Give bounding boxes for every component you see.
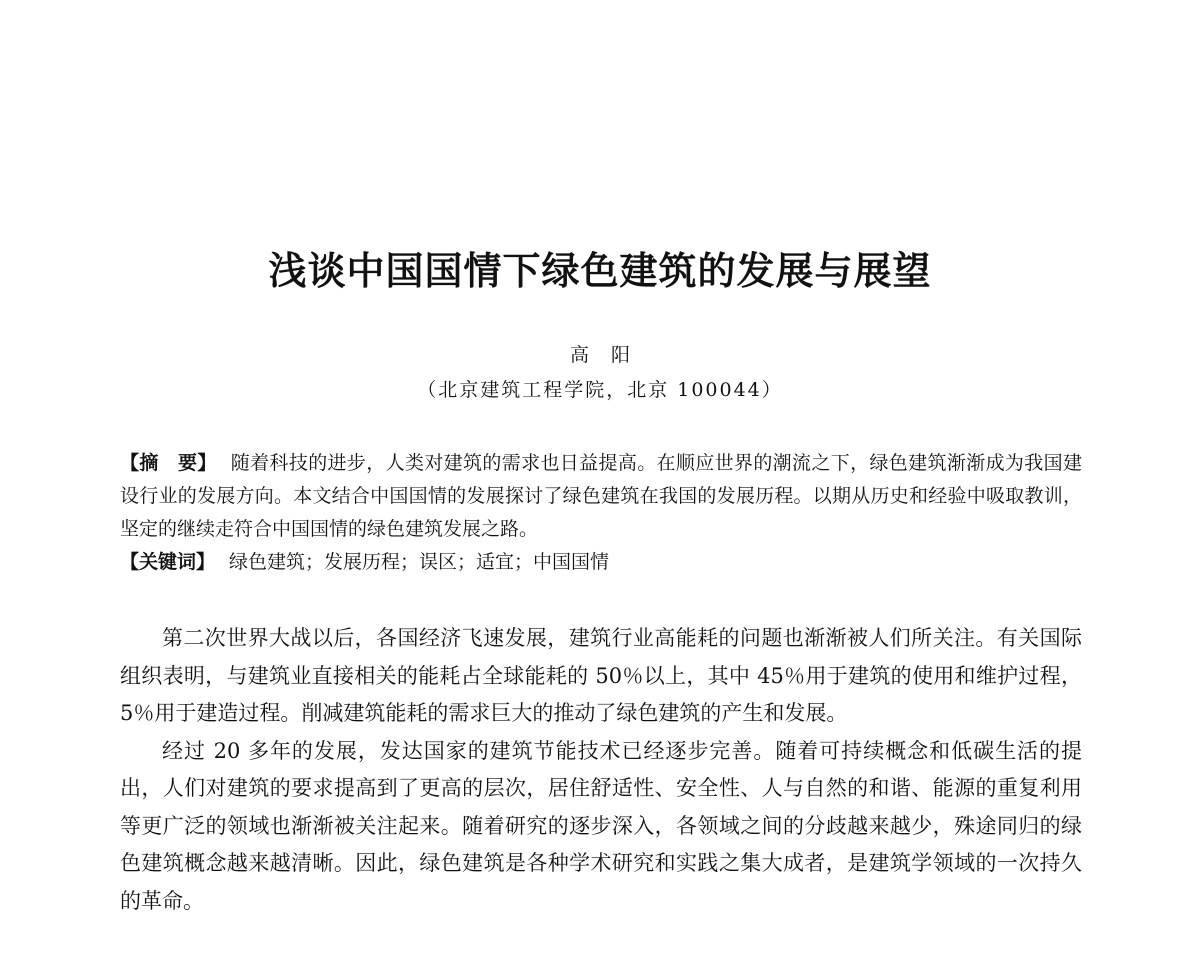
abstract-paragraph	[120, 447, 1082, 546]
abstract-text: 随着科技的进步，人类对建筑的需求也日益提高。在顺应世界的潮流之下，绿色建筑渐渐成为我国建设行业的发展方向。本文结合中国国情的发展探讨了绿色建筑在我国的发展历程。以期从历史和经验中吸取教训，坚定的继续走符合中国国情的绿色建筑发展之路。	[120, 452, 1082, 540]
keywords-paragraph	[120, 546, 1082, 579]
keywords-text: 绿色建筑；发展历程；误区；适宜；中国国情	[229, 551, 610, 573]
abstract-label: 【摘 要】	[120, 452, 217, 474]
author-name: 高阳	[569, 344, 652, 366]
body-paragraph-2: 经过 20 多年的发展，发达国家的建筑节能技术已经逐步完善。随着可持续概念和低碳生活的提出，人们对建筑的要求提高到了更高的层次，居住舒适性、安全性、人与自然的和谐、能源的重复利用等更广泛的领域也渐渐被关注起来。随着研究的逐步深入，各领域之间的分歧越来越少，殊途同归的绿色建筑概念越来越清晰。因此，绿色建筑是各种学术研究和实践之集大成者，是建筑学领域的一次持久的革命。	[120, 738, 1082, 913]
body-paragraph-1: 第二次世界大战以后，各国经济飞速发展，建筑行业高能耗的问题也渐渐被人们所关注。有关国际组织表明，与建筑业直接相关的能耗占全球能耗的 50％以上，其中 45％用于建筑的使用和维护过程，5％用于建造过程。削减建筑能耗的需求巨大的推动了绿色建筑的产生和发展。	[120, 626, 1082, 725]
author-affiliation: （北京建筑工程学院，北京 100044）	[417, 379, 783, 401]
body-text	[120, 620, 1082, 920]
keywords-label: 【关键词】	[120, 551, 216, 573]
paper-title: 浅谈中国国情下绿色建筑的发展与展望	[268, 249, 932, 293]
abstract-block	[120, 447, 1082, 579]
